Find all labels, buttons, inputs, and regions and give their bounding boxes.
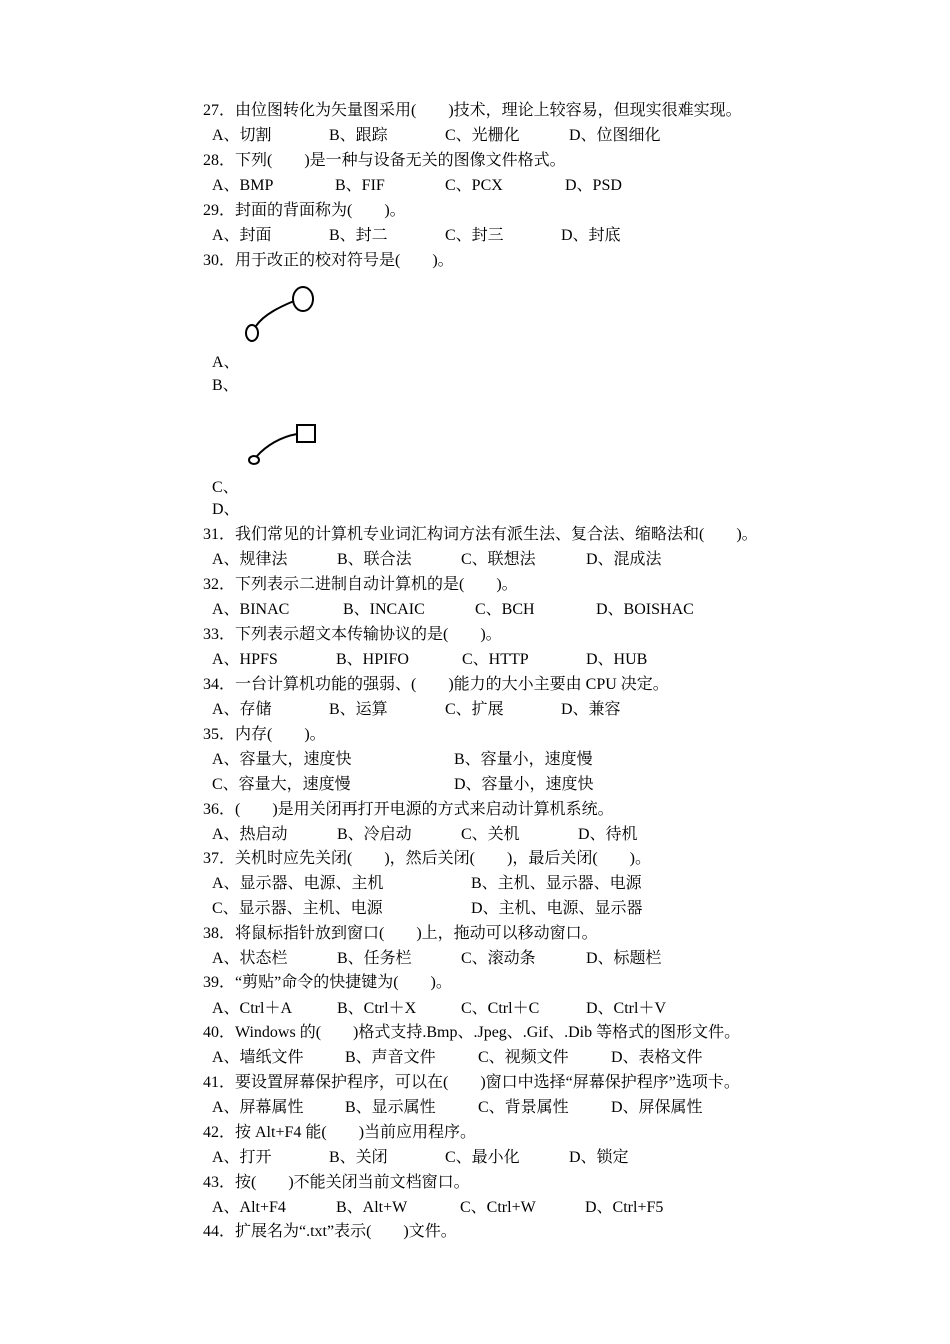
question-38-option-b: B、任务栏 — [337, 950, 412, 967]
question-36-option-d: D、待机 — [578, 826, 638, 843]
question-41-option-c: C、背景属性 — [478, 1099, 569, 1116]
question-30-option-d: D、 — [212, 501, 240, 518]
question-42-option-d: D、锁定 — [569, 1149, 629, 1166]
question-36-stem: 36．( )是用关闭再打开电源的方式来启动计算机系统。 — [203, 801, 614, 818]
question-28-option-a: A、BMP — [212, 177, 274, 194]
question-42-option-c: C、最小化 — [445, 1149, 520, 1166]
question-27-option-b: B、跟踪 — [329, 127, 388, 144]
question-41-option-b: B、显示属性 — [345, 1099, 436, 1116]
question-39-option-d: D、Ctrl＋V — [586, 1000, 667, 1017]
question-28-option-d: D、PSD — [565, 177, 622, 194]
question-32-option-d: D、BOISHAC — [596, 601, 694, 618]
question-38-option-a: A、状态栏 — [212, 950, 288, 967]
question-43-option-c: C、Ctrl+W — [460, 1199, 536, 1216]
question-43-option-b: B、Alt+W — [336, 1199, 408, 1216]
question-34-option-d: D、兼容 — [561, 701, 621, 718]
question-38-option-d: D、标题栏 — [586, 950, 662, 967]
question-36-option-a: A、热启动 — [212, 826, 288, 843]
question-35-option-b: B、容量小，速度慢 — [454, 751, 593, 768]
question-33-stem: 33．下列表示超文本传输协议的是( )。 — [203, 626, 502, 643]
question-28-option-b: B、FIF — [335, 177, 385, 194]
question-31-option-d: D、混成法 — [586, 551, 662, 568]
question-42-stem: 42．按 Alt+F4 能( )当前应用程序。 — [203, 1124, 477, 1141]
question-29-option-d: D、封底 — [561, 227, 621, 244]
question-32-option-b: B、INCAIC — [343, 601, 425, 618]
question-39-stem: 39．“剪贴”命令的快捷键为( )。 — [203, 974, 452, 991]
proofreading-mark-square-icon — [244, 420, 320, 468]
question-31-option-c: C、联想法 — [461, 551, 536, 568]
question-30-option-c: C、 — [212, 479, 239, 496]
question-30-option-a: A、 — [212, 354, 240, 371]
question-40-option-b: B、声音文件 — [345, 1049, 436, 1066]
question-29-stem: 29．封面的背面称为( )。 — [203, 202, 406, 219]
question-33-option-b: B、HPIFO — [336, 651, 409, 668]
question-31-stem: 31．我们常见的计算机专业词汇构词方法有派生法、复合法、缩略法和( )。 — [203, 526, 758, 543]
question-37-option-b: B、主机、显示器、电源 — [471, 875, 642, 892]
question-40-option-a: A、墙纸文件 — [212, 1049, 304, 1066]
question-32-option-a: A、BINAC — [212, 601, 290, 618]
question-43-option-a: A、Alt+F4 — [212, 1199, 286, 1216]
question-39-option-b: B、Ctrl＋X — [337, 1000, 417, 1017]
question-35-stem: 35．内存( )。 — [203, 726, 326, 743]
question-27-option-d: D、位图细化 — [569, 127, 661, 144]
question-28-stem: 28．下列( )是一种与设备无关的图像文件格式。 — [203, 152, 566, 169]
question-28-option-c: C、PCX — [445, 177, 503, 194]
question-42-option-b: B、关闭 — [329, 1149, 388, 1166]
question-34-stem: 34．一台计算机功能的强弱、( )能力的大小主要由 CPU 决定。 — [203, 676, 669, 693]
question-36-option-c: C、关机 — [461, 826, 520, 843]
question-31-option-a: A、规律法 — [212, 551, 288, 568]
question-42-option-a: A、打开 — [212, 1149, 272, 1166]
question-33-option-c: C、HTTP — [462, 651, 529, 668]
question-29-option-a: A、封面 — [212, 227, 272, 244]
question-39-option-a: A、Ctrl＋A — [212, 1000, 293, 1017]
question-38-option-c: C、滚动条 — [461, 950, 536, 967]
question-41-stem: 41．要设置屏幕保护程序，可以在( )窗口中选择“屏幕保护程序”选项卡。 — [203, 1074, 740, 1091]
question-34-option-a: A、存储 — [212, 701, 272, 718]
question-32-stem: 32．下列表示二进制自动计算机的是( )。 — [203, 576, 518, 593]
question-41-option-d: D、屏保属性 — [611, 1099, 703, 1116]
question-31-option-b: B、联合法 — [337, 551, 412, 568]
question-35-option-d: D、容量小，速度快 — [454, 776, 594, 793]
question-27-stem: 27．由位图转化为矢量图采用( )技术，理论上较容易，但现实很难实现。 — [203, 102, 742, 119]
question-44-stem: 44．扩展名为“.txt”表示( )文件。 — [203, 1223, 457, 1240]
question-40-option-d: D、表格文件 — [611, 1049, 703, 1066]
question-29-option-b: B、封二 — [329, 227, 388, 244]
question-34-option-c: C、扩展 — [445, 701, 504, 718]
question-35-option-a: A、容量大，速度快 — [212, 751, 352, 768]
question-37-option-d: D、主机、电源、显示器 — [471, 900, 643, 917]
question-40-option-c: C、视频文件 — [478, 1049, 569, 1066]
question-37-stem: 37．关机时应先关闭( )，然后关闭( )，最后关闭( )。 — [203, 850, 651, 867]
proofreading-mark-transpose-icon — [240, 284, 320, 346]
question-34-option-b: B、运算 — [329, 701, 388, 718]
question-32-option-c: C、BCH — [475, 601, 535, 618]
question-30-stem: 30．用于改正的校对符号是( )。 — [203, 252, 454, 269]
question-37-option-c: C、显示器、主机、电源 — [212, 900, 383, 917]
question-33-option-d: D、HUB — [586, 651, 648, 668]
question-27-option-a: A、切割 — [212, 127, 272, 144]
question-27-option-c: C、光栅化 — [445, 127, 520, 144]
question-41-option-a: A、屏幕属性 — [212, 1099, 304, 1116]
question-30-option-b: B、 — [212, 377, 239, 394]
question-40-stem: 40．Windows 的( )格式支持.Bmp、.Jpeg、.Gif、.Dib 等格式的图形文件。 — [203, 1024, 741, 1041]
question-35-option-c: C、容量大，速度慢 — [212, 776, 351, 793]
question-43-option-d: D、Ctrl+F5 — [585, 1199, 664, 1216]
question-36-option-b: B、冷启动 — [337, 826, 412, 843]
question-39-option-c: C、Ctrl＋C — [461, 1000, 540, 1017]
question-38-stem: 38．将鼠标指针放到窗口( )上，拖动可以移动窗口。 — [203, 925, 598, 942]
question-43-stem: 43．按( )不能关闭当前文档窗口。 — [203, 1174, 470, 1191]
question-37-option-a: A、显示器、电源、主机 — [212, 875, 384, 892]
question-29-option-c: C、封三 — [445, 227, 504, 244]
question-33-option-a: A、HPFS — [212, 651, 278, 668]
